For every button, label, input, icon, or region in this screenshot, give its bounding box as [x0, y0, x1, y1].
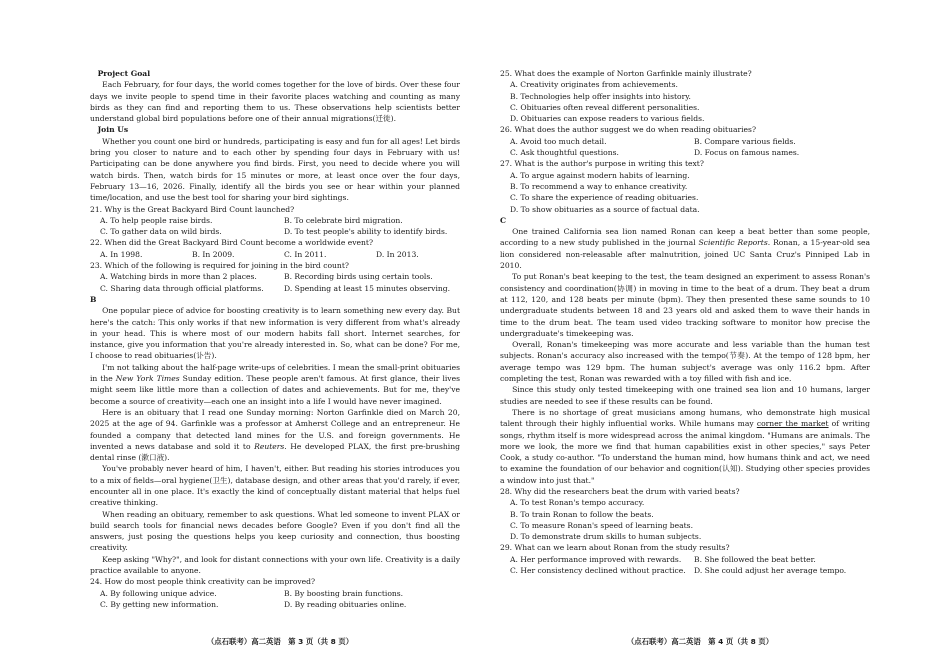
paragraph-c3: Overall, Ronan's timekeeping was more accurate and less variable than the human test subjects. Ronan's accuracy also increased with the tempo(节奏). At the tempo of 128 bpm, her average tempo was 129 bpm. The human subject's average was only 116.2 bpm. After completing the test, Ronan was rewarded with a toy filled with fish and ice.	[500, 340, 870, 384]
option-27b: B. To recommend a way to enhance creativity.	[510, 181, 688, 191]
paragraph-b3-text-a: Here is an obituary that I read one Sunday morning: Norton Garfinkle died on March 20, 2025 at the age of 94. Garfinkle was a professor at Amherst College and an entrepreneur. He founded a company that detected land mines for the U.S. and foreign governments. He invented a news database and sold it to	[90, 407, 460, 451]
option-21a: A. To help people raise birds.	[100, 215, 213, 225]
option-21d: D. To test people's ability to identify birds.	[284, 227, 448, 237]
option-29c: C. Her consistency declined without practice.	[510, 566, 686, 576]
left-column	[90, 68, 460, 610]
option-25b: B. Technologies help offer insights into history.	[510, 91, 691, 101]
journal-title: Scientific Reports	[698, 238, 768, 248]
option-24d: D. By reading obituaries online.	[284, 599, 407, 609]
section-heading-project-goal: Project Goal	[97, 69, 151, 78]
paragraph-c5	[500, 407, 870, 486]
paragraph-b4: You've probably never heard of him, I haven't, either. But reading his stories introduces you to a mix of fields—oral hygiene(卫生), database design, and other areas that you'd rarely, if ever, encounter all in one place. It's exactly the kind of conceptually distant material that helps fuel creative thinking.	[90, 464, 460, 508]
question-23: 23. Which of the following is required for joining in the bird count?	[90, 261, 349, 271]
section-label-c: C	[500, 215, 507, 225]
underlined-phrase: corner the market	[756, 419, 829, 429]
right-column	[500, 68, 870, 576]
question-26-options	[500, 136, 870, 159]
paragraph-c4: Since this study only tested timekeeping with one trained sea lion and 10 humans, larger studies are needed to see if these results can be found.	[500, 385, 870, 406]
paragraph-c5-text-a: There is no shortage of great musicians among humans, who demonstrate high musical talent through their highly influential works. While humans may	[500, 407, 870, 429]
option-24b: B. By boosting brain functions.	[284, 588, 404, 598]
question-24-options	[90, 588, 460, 611]
page-footer-left: （点石联考）高二英语 第 3 页（共 8 页）	[206, 637, 354, 646]
question-29: 29. What can we learn about Ronan from the study results?	[500, 543, 730, 553]
question-24: 24. How do most people think creativity can be improved?	[90, 577, 316, 587]
option-23b: B. Recording birds using certain tools.	[284, 272, 433, 282]
question-26: 26. What does the author suggest we do when reading obituaries?	[500, 125, 757, 135]
option-23a: A. Watching birds in more than 2 places.	[100, 272, 257, 282]
option-26b: B. Compare various fields.	[694, 136, 796, 146]
option-25d: D. Obituaries can expose readers to various fields.	[510, 114, 705, 124]
option-23c: C. Sharing data through official platforms.	[100, 283, 264, 293]
option-28c: C. To measure Ronan's speed of learning beats.	[510, 520, 693, 530]
option-24c: C. By getting new information.	[100, 599, 219, 609]
option-22b: B. In 2009.	[192, 249, 235, 259]
question-21-options	[90, 215, 460, 238]
option-25a: A. Creativity originates from achievements.	[510, 80, 678, 90]
question-28-options	[500, 497, 870, 542]
question-27: 27. What is the author's purpose in writing this text?	[500, 159, 704, 169]
paragraph-c2: To put Ronan's beat keeping to the test, the team designed an experiment to assess Ronan's consistency and coordination(协调) in moving in time to the beat of a drum. They beat a drum at 112, 120, and 128 beats per minute (bpm). They then presented these same sounds to 10 undergraduate students between 18 and 23 years old and asked them to wave their hands in time to the drum beat. The team used video tracking software to monitor how precise the undergraduate's timekeeping was.	[500, 272, 870, 338]
paragraph-b3-text-b: . He developed PLAX, the first pre-brushing dental rinse (漱口液).	[90, 441, 460, 463]
option-29b: B. She followed the beat better.	[694, 554, 816, 564]
question-21: 21. Why is the Great Backyard Bird Count launched?	[90, 204, 295, 214]
option-29a: A. Her performance improved with rewards.	[510, 554, 682, 564]
question-28: 28. Why did the researchers beat the drum with varied beats?	[500, 486, 740, 496]
question-25-options	[500, 79, 870, 124]
option-22a: A. In 1998.	[100, 249, 143, 259]
question-23-options	[90, 271, 460, 294]
paragraph-project-goal: Each February, for four days, the world comes together for the love of birds. Over these four days we invite people to spend time in their favorite places watching and counting as many birds as they can find and reporting them to us. These observations help scientists better understand global bird populations before one of their annual migrations(迁徙).	[90, 80, 460, 124]
agency-name: Reuters	[254, 441, 285, 451]
option-26a: A. Avoid too much detail.	[510, 136, 607, 146]
option-28a: A. To test Ronan's tempo accuracy.	[510, 498, 645, 508]
option-23d: D. Spending at least 15 minutes observing.	[284, 283, 451, 293]
paragraph-b2	[90, 362, 460, 407]
paragraph-join-us: Whether you count one bird or hundreds, participating is easy and fun for all ages! Let birds bring you closer to nature and to each other by spending four days in February with us! Participating can be done anywhere you find birds. First, you need to decide where you will watch birds. Then, watch birds for 15 minutes or more, at least once over the four days, February 13—16, 2026. Finally, identify all the birds you see or hear within your planned time/location, and use the best tool for sharing your bird sightings.	[90, 136, 460, 203]
option-27a: A. To argue against modern habits of learning.	[510, 170, 690, 180]
question-22: 22. When did the Great Backyard Bird Count become a worldwide event?	[90, 238, 374, 248]
paragraph-c1-text-b: . Ronan, a 15-year-old sea lion considered non-releasable after malnutrition, joined UC Santa Cruz's Pinniped Lab in 2010.	[500, 238, 870, 271]
option-27d: D. To show obituaries as a source of factual data.	[510, 204, 700, 214]
option-24a: A. By following unique advice.	[100, 588, 217, 598]
paragraph-b1: One popular piece of advice for boosting creativity is to learn something new every day. But here's the catch: This only works if that new information is very different from what's already in your head. This is where most of our modern habits fall short. Internet searches, for instance, give you information that you're already interested in. So, what can be done? For me, I choose to read obituaries(讣告).	[90, 306, 460, 361]
paragraph-b6: Keep asking "Why?", and look for distant connections with your own life. Creativity is a daily practice available to anyone.	[90, 554, 460, 576]
paragraph-b2-text-b: Sunday edition. These people aren't famous. At first glance, their lives might seem like little more than a collection of dates and achievements. But for me, they've become a source of creativity—each one an insight into a life I would have never imagined.	[90, 374, 460, 406]
option-27c: C. To share the experience of reading obituaries.	[510, 193, 699, 203]
question-29-options	[500, 554, 870, 577]
option-22c: C. In 2011.	[284, 249, 327, 259]
question-25: 25. What does the example of Norton Garfinkle mainly illustrate?	[500, 69, 752, 78]
option-26c: C. Ask thoughtful questions.	[510, 148, 619, 158]
paragraph-c5-text-b: of writing songs, rhythm itself is more widespread across the animal kingdom. "Humans are animals. The more we look, the more we find that human capabilities exist in other species," says Peter Cook, a study co-author. "To understand the human mind, how humans think and act, we need to examine the foundation of our behavior and cognition(认知). Studying other species provides a window into just that."	[500, 419, 870, 485]
paragraph-c1	[500, 226, 870, 271]
option-28b: B. To train Ronan to follow the beats.	[510, 509, 654, 519]
option-26d: D. Focus on famous names.	[694, 148, 800, 158]
question-27-options	[500, 170, 870, 215]
paragraph-c1-text-a: One trained California sea lion named Ronan can keep a beat better than some people, according to a new study published in the journal	[500, 227, 870, 248]
paragraph-b5: When reading an obituary, remember to ask questions. What led someone to invent PLAX or build search tools for financial news decades before Google? Even if you don't find all the answers, just posing the questions helps you keep curiosity and connection, thus boosting creativity.	[90, 509, 460, 553]
option-29d: D. She could adjust her average tempo.	[694, 566, 847, 576]
option-21c: C. To gather data on wild birds.	[100, 227, 222, 237]
section-heading-join-us: Join Us	[97, 125, 129, 135]
page-footer-right: （点石联考）高二英语 第 4 页（共 8 页）	[626, 637, 774, 646]
section-label-b: B	[90, 294, 97, 304]
option-21b: B. To celebrate bird migration.	[284, 215, 403, 225]
paragraph-b2-text-a: I'm not talking about the half-page write-ups of celebrities. I mean the small-print obituaries in the	[90, 362, 460, 384]
newspaper-title: New York Times	[115, 374, 180, 384]
option-22d: D. In 2013.	[376, 249, 419, 259]
option-28d: D. To demonstrate drum skills to human subjects.	[510, 532, 702, 542]
question-22-options	[90, 249, 460, 260]
option-25c: C. Obituaries often reveal different personalities.	[510, 102, 700, 112]
paragraph-b3	[90, 407, 460, 463]
